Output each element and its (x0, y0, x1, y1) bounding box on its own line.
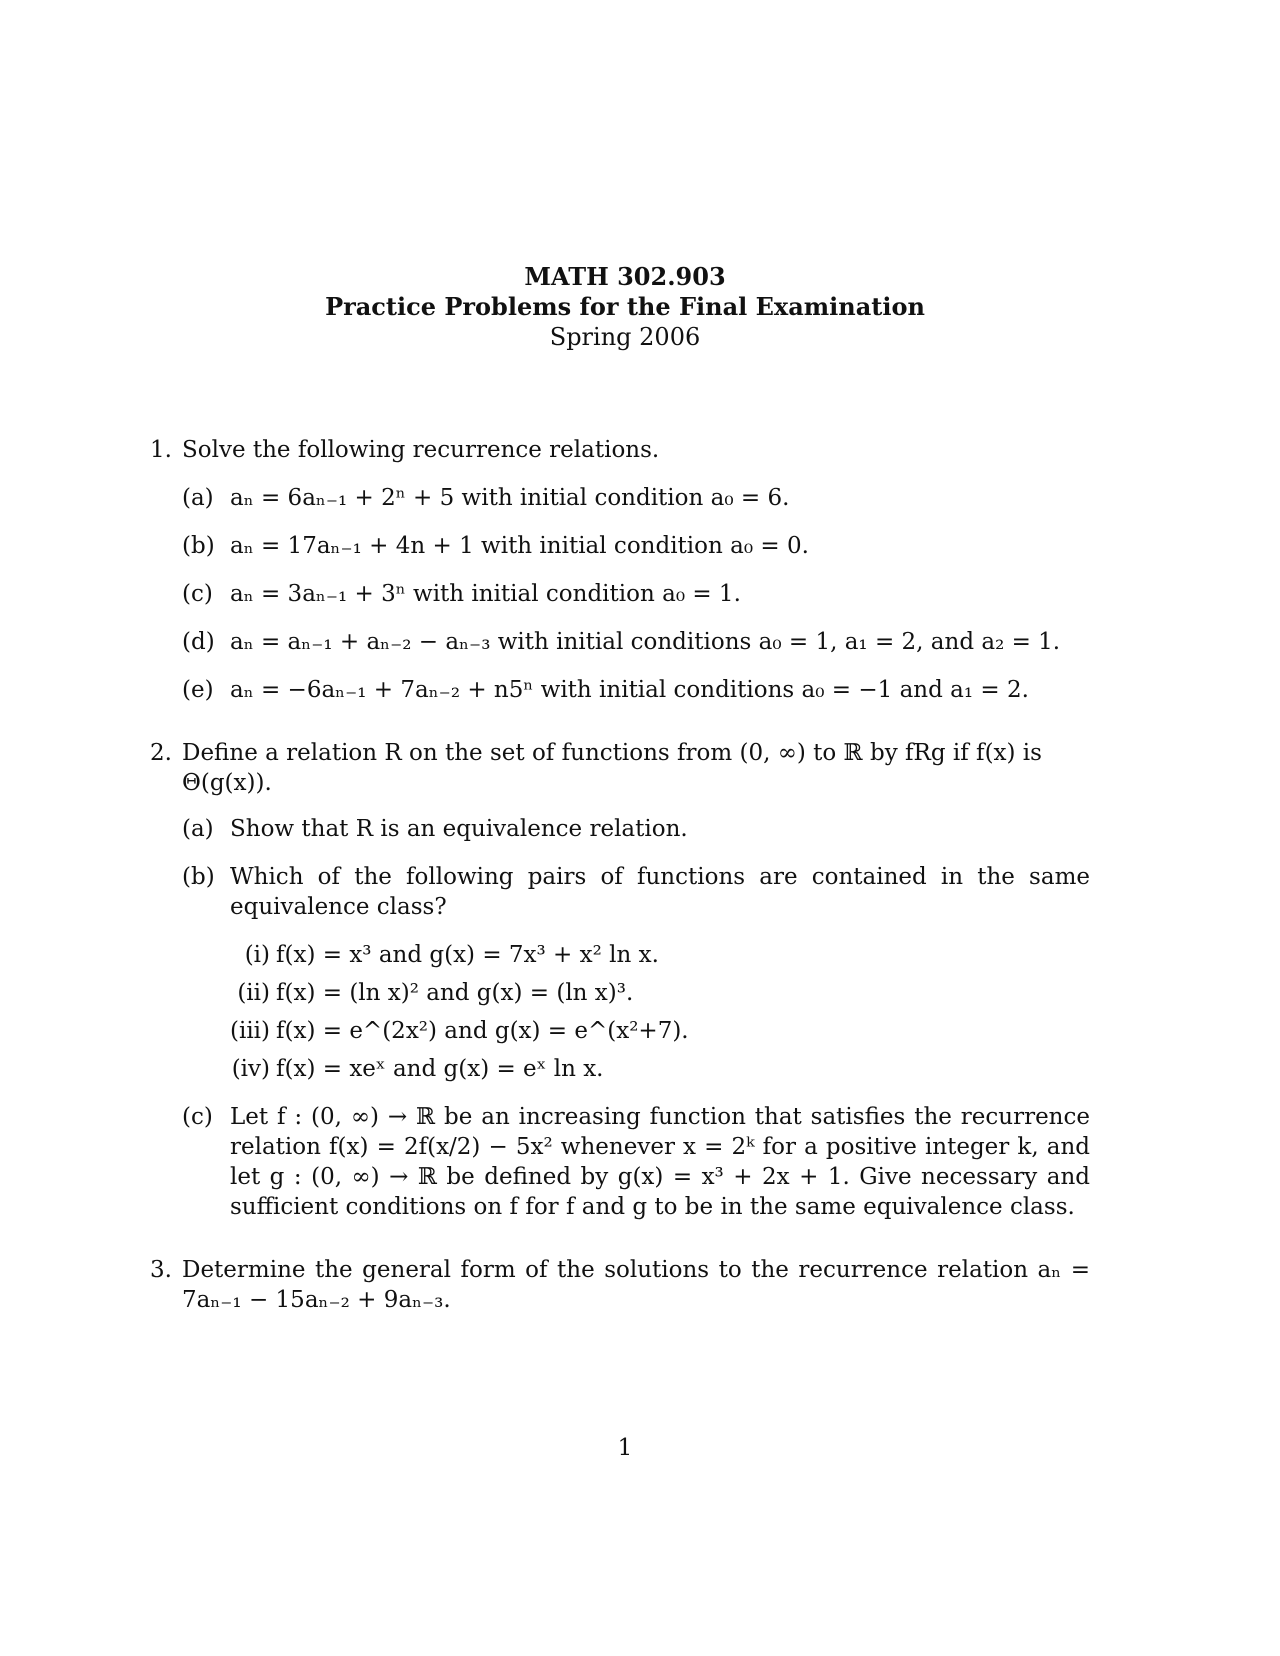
part-text: aₙ = aₙ₋₁ + aₙ₋₂ − aₙ₋₃ with initial conditions a₀ = 1, a₁ = 2, and a₂ = 1. (230, 629, 1061, 655)
part-text: Show that R is an equivalence relation. (230, 816, 688, 842)
document-header (0, 262, 1250, 352)
problem-1-part-c (182, 579, 1090, 609)
part-text: aₙ = 3aₙ₋₁ + 3ⁿ with initial condition a₀ = 1. (230, 581, 741, 607)
problem-2-part-c (182, 1102, 1090, 1222)
subpart-label: (iv) (231, 1056, 270, 1082)
subpart-text: f(x) = (ln x)² and g(x) = (ln x)³. (276, 980, 634, 1006)
part-text: aₙ = 6aₙ₋₁ + 2ⁿ + 5 with initial condition a₀ = 6. (230, 485, 790, 511)
part-label: (b) (182, 533, 215, 559)
part-label: (a) (182, 816, 214, 842)
subpart-i (230, 940, 1090, 970)
problem-1-part-a (182, 483, 1090, 513)
problem-number: 1. (150, 437, 172, 463)
subpart-ii (230, 978, 1090, 1008)
problem-text: Solve the following recurrence relations. (182, 437, 660, 463)
part-label: (b) (182, 864, 215, 890)
part-text: aₙ = −6aₙ₋₁ + 7aₙ₋₂ + n5ⁿ with initial conditions a₀ = −1 and a₁ = 2. (230, 677, 1029, 703)
subpart-text: f(x) = xeˣ and g(x) = eˣ ln x. (276, 1056, 604, 1082)
subpart-iv (230, 1054, 1090, 1084)
subpart-label: (i) (244, 942, 270, 968)
problem-text: Define a relation R on the set of functions from (0, ∞) to ℝ by fRg if f(x) is Θ(g(x)). (182, 740, 1042, 796)
problem-list (150, 435, 1090, 1315)
part-label: (c) (182, 581, 213, 607)
part-label: (a) (182, 485, 214, 511)
problem-1-part-e (182, 675, 1090, 705)
part-label: (d) (182, 629, 215, 655)
part-label: (c) (182, 1104, 213, 1130)
problem-1-part-d (182, 627, 1090, 657)
term-label: Spring 2006 (549, 323, 701, 351)
problem-2-part-a (182, 814, 1090, 844)
part-text: Let f : (0, ∞) → ℝ be an increasing function that satisfies the recurrence relation f(x) = 2f(x/2) − 5x² whenever x = 2ᵏ for a positive integer k, and let g : (0, ∞) → ℝ be defined by g(x) = x³ + 2x + 1. Give necessary and sufficient conditions on f for f and g to be in the same equivalence class. (230, 1104, 1090, 1220)
problem-1-part-b (182, 531, 1090, 561)
subpart-label: (iii) (230, 1018, 271, 1044)
page-number: 1 (617, 1435, 633, 1461)
subpart-list (230, 940, 1090, 1084)
problem-number: 2. (150, 740, 172, 766)
subpart-text: f(x) = x³ and g(x) = 7x³ + x² ln x. (276, 942, 659, 968)
subpart-iii (230, 1016, 1090, 1046)
part-text: aₙ = 17aₙ₋₁ + 4n + 1 with initial condition a₀ = 0. (230, 533, 809, 559)
problem-text: Determine the general form of the solutions to the recurrence relation aₙ = 7aₙ₋₁ − 15aₙ₋₂ + 9aₙ₋₃. (182, 1257, 1090, 1313)
part-label: (e) (182, 677, 214, 703)
problem-3 (150, 1255, 1090, 1315)
course-title: MATH 302.903 (524, 262, 726, 291)
document-subtitle: Practice Problems for the Final Examination (325, 292, 925, 321)
problem-2 (150, 738, 1090, 1222)
problem-number: 3. (150, 1257, 172, 1283)
subpart-label: (ii) (237, 980, 270, 1006)
problem-2-part-b (182, 862, 1090, 1084)
problem-1 (150, 435, 1090, 705)
subpart-text: f(x) = e^(2x²) and g(x) = e^(x²+7). (276, 1018, 689, 1044)
part-text: Which of the following pairs of functions are contained in the same equivalence class? (230, 864, 1090, 920)
